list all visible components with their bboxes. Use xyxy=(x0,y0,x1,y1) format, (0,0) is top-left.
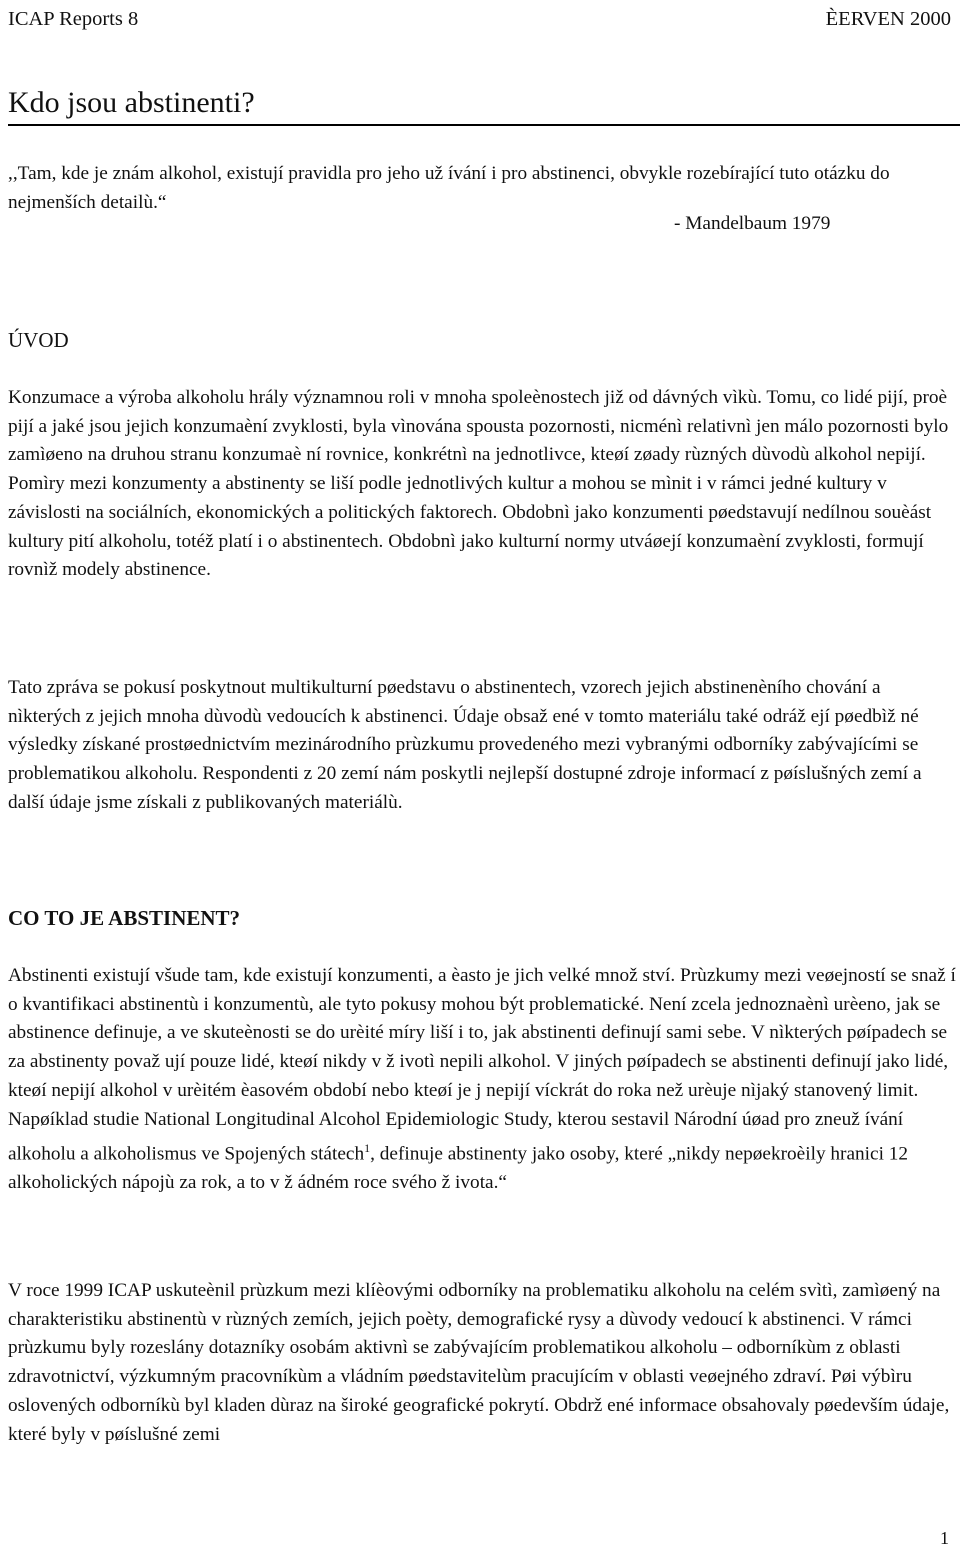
epigraph-quote: ,,Tam, kde je znám alkohol, existují pravidla pro jeho už ívání i pro abstinenci, obvykle rozebírající tuto otázku do nejmenších detailù.“ xyxy=(8,163,890,213)
report-date: ÈERVEN 2000 xyxy=(825,8,951,30)
section-heading-what-is-abstainer: CO TO JE ABSTINENT? xyxy=(8,906,241,930)
definition-paragraph xyxy=(8,962,956,1198)
epigraph-attribution: - Mandelbaum 1979 xyxy=(674,213,831,234)
page-number: 1 xyxy=(940,1528,949,1548)
section-heading-intro: ÚVOD xyxy=(8,328,69,352)
definition-text-part-1: Abstinenti existují všude tam, kde existují konzumenti, a èasto je jich velké množ ství. Prùzkumy mezi veøejností se snaž í o kvantifikaci abstinentù i konzumentù, ale tyto pokusy mohou být problematické. Není zcela jednoznaènì urèeno, jak se abstinence definuje, a ve skuteènosti se do urèité míry liší i to, jak abstinenti definují sami sebe. V nìkterých pøípadech se za abstinenty považ ují pouze lidé, kteøí nikdy v ž ivotì nepili alkohol. V jiných pøípadech se abstinenti definují jako lidé, kteøí nepijí alkohol v urèitém èasovém období nebo kteøí je j nepijí víckrát do roka než urèuje nìjaký stanovený limit. Napøíklad studie National Longitudinal Alcohol Epidemiologic Study, kterou sestavil Národní úøad pro zneuž ívání alkoholu a alkoholismus ve Spojených státech xyxy=(8,965,956,1165)
definition-text-part-2: , definuje abstinenty jako osoby, které „nikdy nepøekroèily hranici 12 alkoholických nápojù za rok, a to v ž ádném roce svého ž ivota.“ xyxy=(8,1143,909,1194)
report-name: ICAP Reports 8 xyxy=(8,8,139,30)
intro-paragraph-2: Tato zpráva se pokusí poskytnout multikulturní pøedstavu o abstinentech, vzorech jejich abstinenèního chování a nìkterých z jejich mnoha dùvodù vedoucích k abstinenci. Údaje obsaž ené v tomto materiálu také odráž ejí pøedbìž né výsledky získané prostøednictvím mezinárodního prùzkumu provedeného mezi vybranými odborníky zabývajícími se problematikou alkoholu. Respondenti z 20 zemí nám poskytli nejlepší dostupné zdroje informací z pøíslušných zemí a další údaje jsme získali z publikovaných materiálù. xyxy=(8,677,922,813)
page-title: Kdo jsou abstinenti? xyxy=(8,86,960,126)
survey-paragraph: V roce 1999 ICAP uskuteènil prùzkum mezi klíèovými odborníky na problematiku alkoholu na celém svìtì, zamìøený na charakteristiku abstinentù v rùzných zemích, jejich poèty, demografické rysy a dùvody vedoucí k abstinenci. V rámci prùzkumu byly rozeslány dotazníky osobám aktivnì se zabývajícím problematikou alkoholu – odborníkùm z oblasti zdravotnictví, výzkumným pracovníkùm a vládním pøedstavitelùm pracujícím v oblasti veøejného zdraví. Pøi výbìru oslovených odborníkù byl kladen dùraz na široké geografické pokrytí. Obdrž ené informace obsahovaly pøedevším údaje, které byly v pøíslušné zemi xyxy=(8,1280,950,1445)
intro-paragraph-1: Konzumace a výroba alkoholu hrály významnou roli v mnoha spoleènostech již od dávných vìkù. Tomu, co lidé pijí, proè pijí a jaké jsou jejich konzumaèní zvyklosti, byla vìnována spousta pozornosti, nicménì relativnì jen málo pozornosti bylo zamìøeno na druhou stranu konzumaè ní rovnice, konkrétnì na jednotlivce, kteøí zøady rùzných dùvodù alkohol nepijí. Pomìry mezi konzumenty a abstinenty se liší podle jednotlivých kultur a mohou se mìnit i v rámci jedné kultury v závislosti na sociálních, ekonomických a politických faktorech. Obdobnì jako konzumenti pøedstavují nedílnou souèást kultury pití alkoholu, totéž platí i o abstinentech. Obdobnì jako kulturní normy utváøejí konzumaèní zvyklosti, formují rovnìž modely abstinence. xyxy=(8,387,949,581)
footnote-marker: 1 xyxy=(364,1141,371,1156)
